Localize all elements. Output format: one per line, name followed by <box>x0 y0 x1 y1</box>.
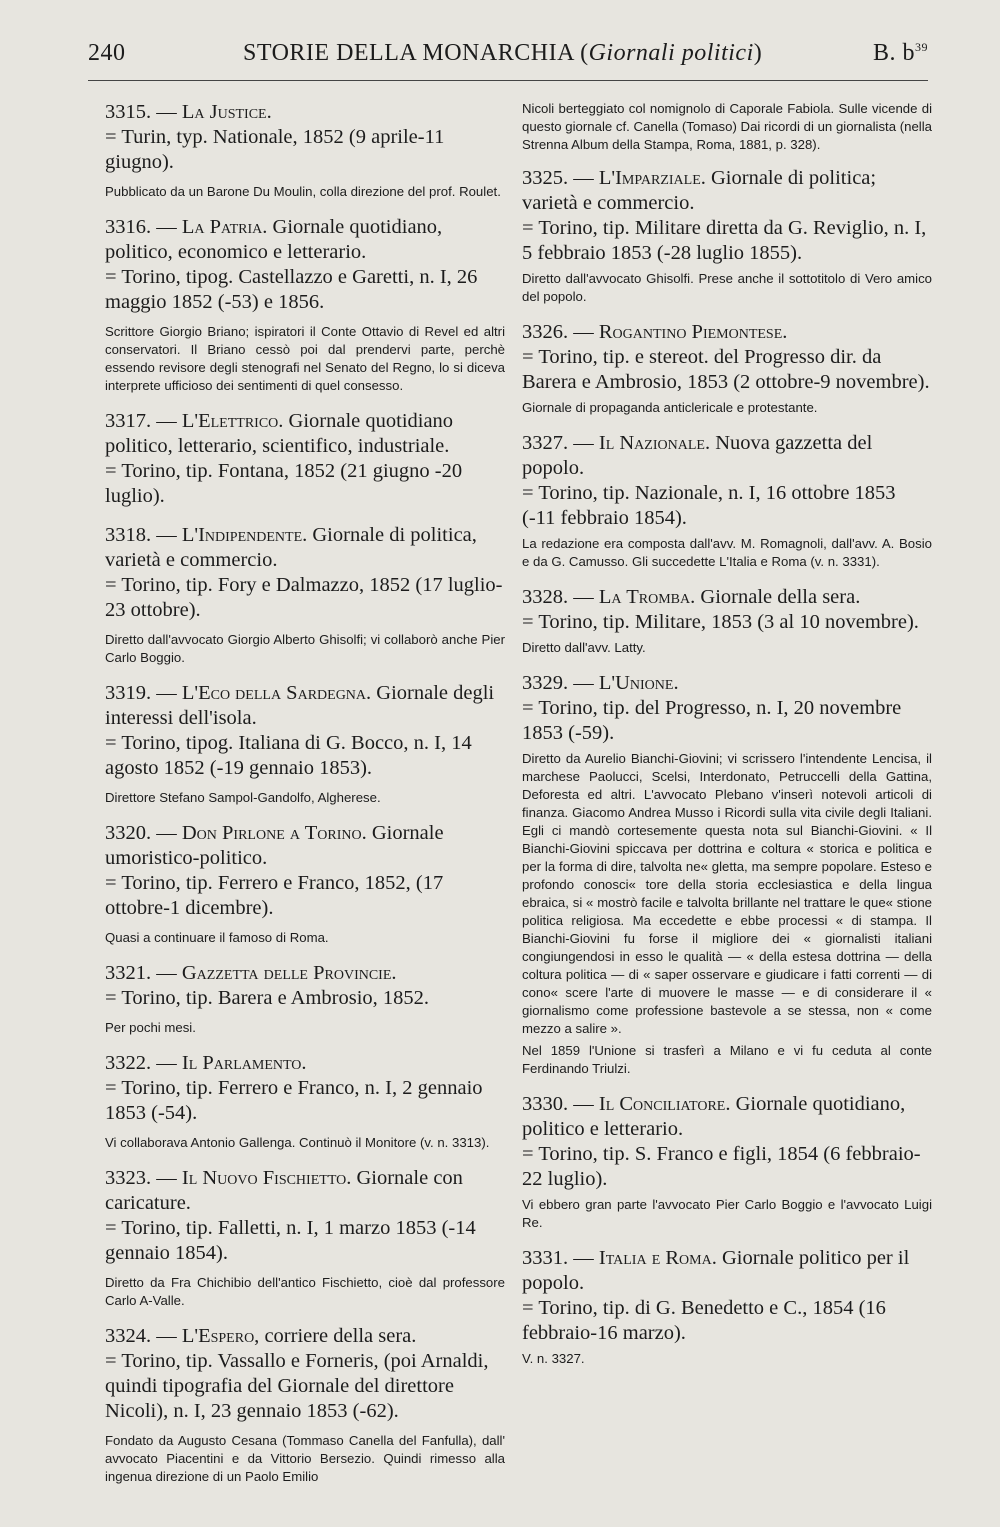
entry-imprint: = Torino, tip. Nazionale, n. I, 16 ottobre 1853 (-11 febbraio 1854). <box>522 482 896 529</box>
catalog-entry <box>522 1246 932 1368</box>
entry-imprint: = Torino, tip. Fontana, 1852 (21 giugno -20 luglio). <box>105 460 463 507</box>
catalog-entry <box>105 1051 505 1152</box>
entry-number: 3325. — <box>522 167 599 189</box>
entry-heading <box>105 1051 505 1076</box>
entry-description: corriere della sera. <box>259 1325 417 1347</box>
newspaper-title: La Tromba. <box>598 586 696 608</box>
entry-note: Vi ebbero gran parte l'avvocato Pier Carlo Boggio e l'avvocato Luigi Re. <box>522 1197 932 1230</box>
newspaper-title: L'Elettrico. <box>181 410 284 432</box>
signature-sup: 39 <box>915 40 928 54</box>
running-title <box>243 40 762 67</box>
catalog-entry <box>105 821 505 947</box>
catalog-entry <box>105 681 505 807</box>
catalog-entry <box>105 215 505 395</box>
entry-description: Giornale di politica, varietà e commercio. <box>105 524 477 571</box>
catalog-entry <box>522 671 932 1078</box>
entry-imprint: = Torino, tip. Militare diretta da G. Reviglio, n. I, 5 febbraio 1853 (-28 luglio 1855). <box>522 217 927 264</box>
entry-number: 3323. — <box>105 1167 182 1189</box>
entry-note: Direttore Stefano Sampol-Gandolfo, Algherese. <box>105 790 381 805</box>
entry-imprint: = Torino, tip. Ferrero e Franco, 1852, (17 ottobre-1 dicembre). <box>105 872 444 919</box>
entry-note: Vi collaborava Antonio Gallenga. Continuò il Monitore (v. n. 3313). <box>105 1135 490 1150</box>
entry-heading <box>522 1246 932 1296</box>
entry-number: 3327. — <box>522 432 599 454</box>
newspaper-title: L'Imparziale. <box>598 167 706 189</box>
entry-number: 3330. — <box>522 1093 599 1115</box>
newspaper-title: L'Eco della Sardegna. <box>181 682 372 704</box>
entry-heading <box>105 1324 505 1349</box>
entry-description: Giornale politico per il popolo. <box>522 1247 910 1294</box>
entry-imprint: = Torino, tip. Militare, 1853 (3 al 10 novembre). <box>522 611 919 633</box>
entry-heading <box>522 166 932 216</box>
entry-note: Per pochi mesi. <box>105 1020 196 1035</box>
entry-note: Scrittore Giorgio Briano; ispiratori il Conte Ottavio di Revel ed altri conservatori. Il Briano cessò poi dal prendervi parte, perchè essendo revisore degli stenografi nel Senato del Regno, lo si diceva interprete ufficioso dei sentimenti di quel consesso. <box>105 324 505 393</box>
entry-imprint: = Torino, tip. e stereot. del Progresso dir. da Barera e Ambrosio, 1853 (2 ottobre-9 novembre). <box>522 346 930 393</box>
newspaper-title: Il Conciliatore. <box>598 1093 731 1115</box>
entry-imprint: = Torino, tip. Fory e Dalmazzo, 1852 (17 luglio-23 ottobre). <box>105 574 503 621</box>
entry-number: 3328. — <box>522 586 599 608</box>
entry-number: 3315. — <box>105 101 182 123</box>
entry-imprint: = Torino, tip. di G. Benedetto e C., 1854 (16 febbraio-16 marzo). <box>522 1297 886 1344</box>
catalog-entry <box>522 166 932 306</box>
newspaper-title: Il Nuovo Fischietto. <box>181 1167 352 1189</box>
entry-description: Giornale quotidiano politico, letterario, scientifico, industriale. <box>105 410 454 457</box>
catalog-entry <box>105 1324 505 1486</box>
left-column <box>105 100 505 1500</box>
entry-imprint: = Torino, tip. Vassallo e Forneris, (poi Arnaldi, quindi tipografia del Giornale del direttore Nicoli), n. I, 23 gennaio 1853 (-62). <box>105 1350 489 1422</box>
newspaper-title: Don Pirlone a Torino. <box>181 822 367 844</box>
running-title-end: ) <box>753 40 763 66</box>
catalog-entry <box>522 320 932 417</box>
catalog-entry <box>522 1092 932 1232</box>
entry-heading <box>105 1166 505 1216</box>
newspaper-title: Italia e Roma. <box>598 1247 717 1269</box>
newspaper-title: La Justice. <box>181 101 272 123</box>
newspaper-title: La Patria. <box>181 216 268 238</box>
entry-description: Giornale di politica; varietà e commercio. <box>522 167 877 214</box>
entry-note: Diretto dall'avv. Latty. <box>522 640 646 655</box>
newspaper-title: Rogantino Piemontese. <box>598 321 788 343</box>
entry-note: Giornale di propaganda anticlericale e protestante. <box>522 400 818 415</box>
entry-number: 3322. — <box>105 1052 182 1074</box>
continued-note: Nicoli berteggiato col nomignolo di Caporale Fabiola. Sulle vicende di questo giornale cf. Canella (Tomaso) Dai ricordi di un giornalista (nella Strenna Album della Stampa, Roma, 1881, p. 328). <box>522 101 932 152</box>
entry-number: 3331. — <box>522 1247 599 1269</box>
catalog-entry <box>522 431 932 571</box>
entry-note: Quasi a continuare il famoso di Roma. <box>105 930 329 945</box>
page-number: 240 <box>88 40 126 66</box>
entry-imprint: = Turin, typ. Nationale, 1852 (9 aprile-11 giugno). <box>105 126 445 173</box>
entry-heading <box>105 523 505 573</box>
entry-note: Diretto da Fra Chichibio dell'antico Fischietto, cioè dal professore Carlo A-Valle. <box>105 1275 505 1308</box>
entry-number: 3321. — <box>105 962 182 984</box>
entry-imprint: = Torino, tipog. Castellazzo e Garetti, n. I, 26 maggio 1852 (-53) e 1856. <box>105 266 478 313</box>
entry-heading <box>522 585 932 610</box>
catalog-entry <box>105 523 505 667</box>
entry-heading <box>522 431 932 481</box>
entry-note: Diretto da Aurelio Bianchi-Giovini; vi scrissero l'intendente Lencisa, il marchese Paolucci, Scelsi, Interdonato, Petruccelli della Gattina, Deforesta ed altri. L'avvocato Plebano v'inserì notevoli articoli di finanza. Giacomo Andrea Musso i Ricordi sulla vita civile degli Italiani. Egli ci mandò cortesemente questa nota sul Bianchi-Giovini. « Il Bianchi-Giovini spiccava per dottrina e coltura « storica e politica e per la forma di dire, talvolta ne« gletta, ma sempre popolare. Esteso e profondo conosci« tore della storia ecclesiastica e della lingua ebraica, si « mostrò facile e talvolta brillante nel trattare le que« stione politica religiosa. Ma eccedette e ebbe processi « di stampa. Il Bianchi-Giovini fu forse il migliore dei « giornalisti italiani congiungendosi in esso le qualità — « della estesa dottrina — della coltura politica — di « saper osservare e giudicare i fatti correnti — di cono« scere l'arte di muovere le masse — e di considerare il « giornalismo come professione bastevole a se stessa, non « come mezzo a salire ». <box>522 751 932 1036</box>
entry-heading <box>105 681 505 731</box>
right-column <box>522 100 932 1382</box>
entry-heading <box>105 100 505 125</box>
entry-description: Giornale quotidiano, politico e letterario. <box>522 1093 906 1140</box>
entry-imprint: = Torino, tip. Ferrero e Franco, n. I, 2 gennaio 1853 (-54). <box>105 1077 483 1124</box>
entry-number: 3326. — <box>522 321 599 343</box>
newspaper-title: L'Indipendente. <box>181 524 308 546</box>
catalog-entry <box>522 585 932 657</box>
entry-imprint: = Torino, tip. Barera e Ambrosio, 1852. <box>105 987 430 1009</box>
running-header <box>88 40 928 80</box>
signature-mark <box>873 40 928 67</box>
entry-heading <box>105 821 505 871</box>
newspaper-title: Il Parlamento. <box>181 1052 307 1074</box>
entry-description: Giornale con caricature. <box>105 1167 463 1214</box>
entry-imprint: = Torino, tip. S. Franco e figli, 1854 (6 febbraio-22 luglio). <box>522 1143 921 1190</box>
entry-heading <box>105 215 505 265</box>
entry-note: La redazione era composta dall'avv. M. Romagnoli, dall'avv. A. Bosio e da G. Camusso. Gli succedette L'Italia e Roma (v. n. 3331). <box>522 536 932 569</box>
entry-heading <box>105 961 505 986</box>
signature-text: B. b <box>872 40 915 66</box>
entry-note: Diretto dall'avvocato Giorgio Alberto Ghisolfi; vi collaborò anche Pier Carlo Boggio. <box>105 632 505 665</box>
entry-heading <box>522 1092 932 1142</box>
entry-note: Pubblicato da un Barone Du Moulin, colla direzione del prof. Roulet. <box>105 184 501 199</box>
newspaper-title: L'Unione. <box>598 672 679 694</box>
entry-description: Giornale della sera. <box>695 586 861 608</box>
entry-note-secondary: Nel 1859 l'Unione si trasferì a Milano e vi fu ceduta al conte Ferdinando Triulzi. <box>522 1043 932 1076</box>
entry-note: Fondato da Augusto Cesana (Tommaso Canella del Fanfulla), dall' avvocato Piacentini e da Vittorio Bersezio. Quindi rimesso alla ingenua direzione di un Paolo Emilio <box>105 1433 505 1484</box>
entry-number: 3317. — <box>105 410 182 432</box>
entry-note: V. n. 3327. <box>522 1351 585 1366</box>
newspaper-title: Gazzetta delle Provincie. <box>181 962 397 984</box>
entry-number: 3316. — <box>105 216 182 238</box>
header-rule <box>88 80 928 81</box>
catalog-entry <box>105 1166 505 1310</box>
entry-description: Giornale quotidiano, politico, economico e letterario. <box>105 216 443 263</box>
entry-number: 3319. — <box>105 682 182 704</box>
entry-number: 3329. — <box>522 672 599 694</box>
running-title-main: STORIE DELLA MONARCHIA ( <box>243 40 589 66</box>
catalog-entry <box>105 409 505 509</box>
entry-heading <box>105 409 505 459</box>
entry-note: Diretto dall'avvocato Ghisolfi. Prese anche il sottotitolo di Vero amico del popolo. <box>522 271 932 304</box>
catalog-entry <box>105 961 505 1037</box>
entry-description: Nuova gazzetta del popolo. <box>522 432 873 479</box>
entry-heading <box>522 671 932 696</box>
entry-imprint: = Torino, tip. del Progresso, n. I, 20 novembre 1853 (-59). <box>522 697 902 744</box>
entry-number: 3324. — <box>105 1325 182 1347</box>
entry-imprint: = Torino, tipog. Italiana di G. Bocco, n. I, 14 agosto 1852 (-19 gennaio 1853). <box>105 732 472 779</box>
running-title-italic: Giornali politici <box>588 40 754 66</box>
right-entries <box>522 166 932 1368</box>
catalog-entry <box>105 100 505 201</box>
newspaper-title: Il Nazionale. <box>598 432 711 454</box>
entry-description: Giornale degli interessi dell'isola. <box>105 682 495 729</box>
entry-number: 3320. — <box>105 822 182 844</box>
newspaper-title: L'Espero, <box>181 1325 260 1347</box>
entry-description: Giornale umoristico-politico. <box>105 822 444 869</box>
entry-heading <box>522 320 932 345</box>
entry-number: 3318. — <box>105 524 182 546</box>
entry-imprint: = Torino, tip. Falletti, n. I, 1 marzo 1853 (-14 gennaio 1854). <box>105 1217 476 1264</box>
